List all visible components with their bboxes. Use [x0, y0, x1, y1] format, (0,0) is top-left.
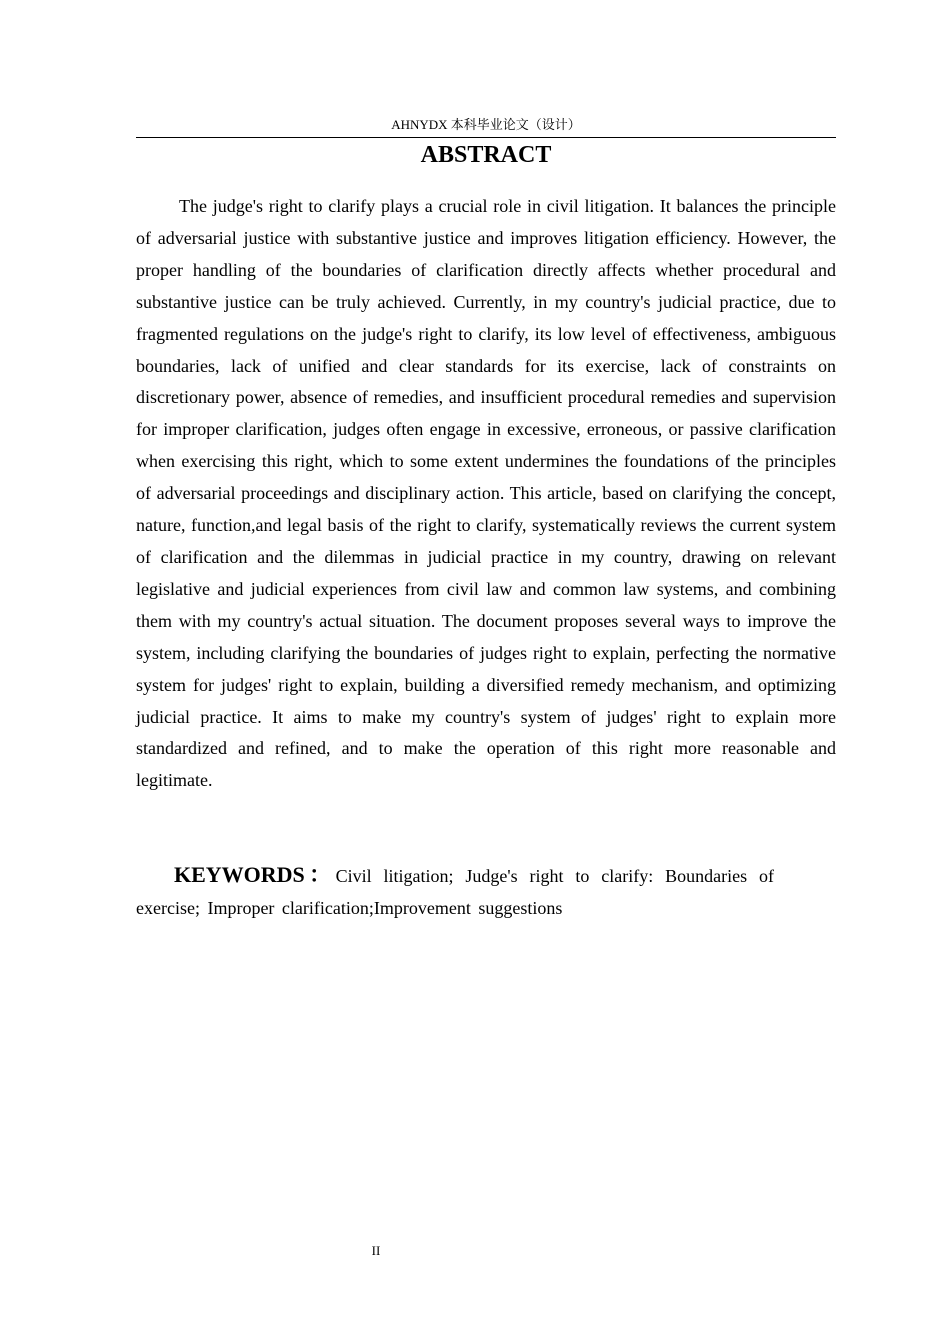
- keywords-text: Civil litigation; Judge's right to clarify: Boundaries of exercise; Improper clarification;Improvement suggestions: [136, 866, 774, 918]
- keywords-label: KEYWORDS：: [174, 862, 336, 887]
- abstract-title: ABSTRACT: [420, 142, 552, 168]
- header-divider: [136, 137, 836, 138]
- keywords-paragraph: [136, 859, 774, 924]
- abstract-body: The judge's right to clarify plays a crucial role in civil litigation. It balances the principle of adversarial justice with substantive justice and improves litigation efficiency. However, the proper handling of the boundaries of clarification directly affects whether procedural and substantive justice can be truly achieved. Currently, in my country's judicial practice, due to fragmented regulations on the judge's right to clarify, its low level of effectiveness, ambiguous boundaries, lack of unified and clear standards for its exercise, lack of constraints on discretionary power, absence of remedies, and insufficient procedural remedies and supervision for improper clarification, judges often engage in excessive, erroneous, or passive clarification when exercising this right, which to some extent undermines the foundations of the principles of adversarial proceedings and disciplinary action. This article, based on clarifying the concept, nature, function,and legal basis of the right to clarify, systematically reviews the current system of clarification and the dilemmas in judicial practice in my country, drawing on relevant legislative and judicial experiences from civil law and common law systems, and combining them with my country's actual situation. The document proposes several ways to improve the system, including clarifying the boundaries of judges right to explain, perfecting the normative system for judges' right to explain, building a diversified remedy mechanism, and optimizing judicial practice. It aims to make my country's system of judges' right to explain more standardized and refined, and to make the operation of this right more reasonable and legitimate.: [136, 196, 836, 791]
- page-number: II: [371, 1243, 381, 1258]
- running-header: AHNYDX 本科毕业论文（设计）: [391, 117, 581, 132]
